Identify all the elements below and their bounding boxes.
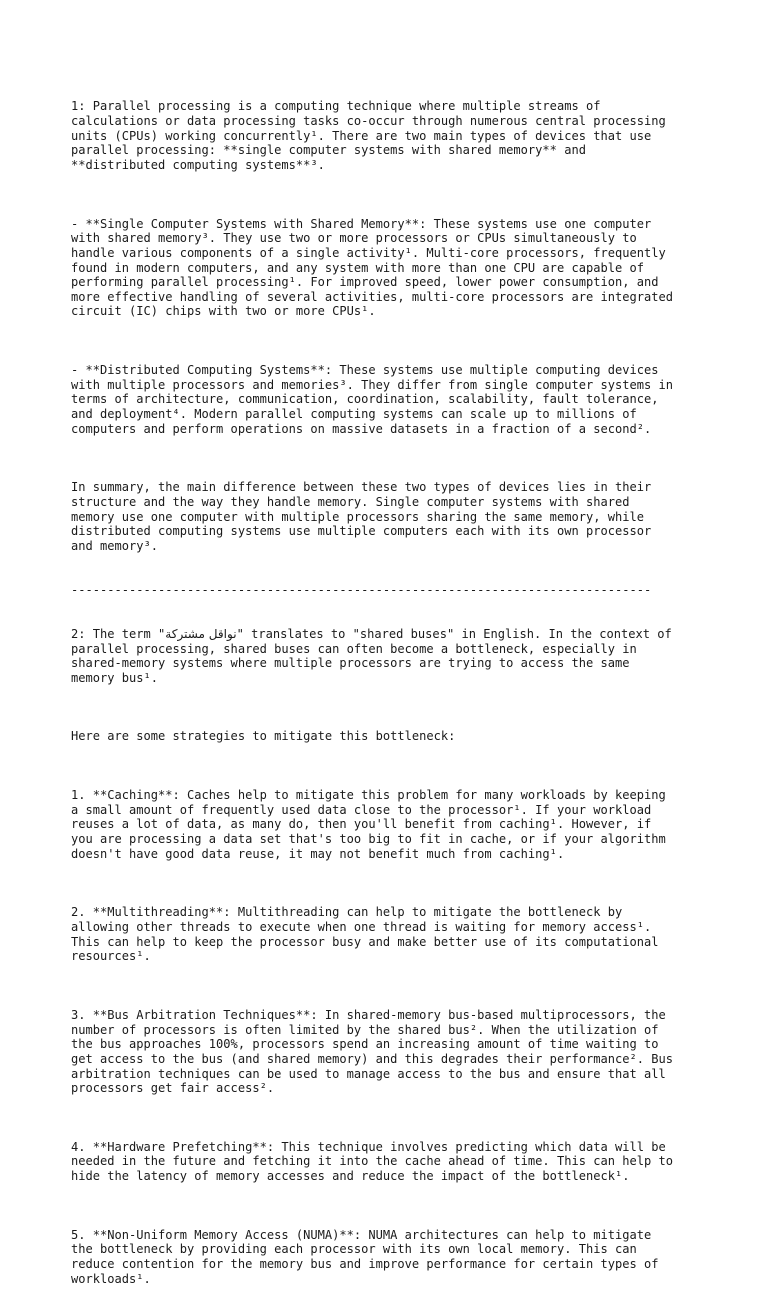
strategy-item-caching: 1. **Caching**: Caches help to mitigate this problem for many workloads by keeping a small amount of frequently used data close to the processor¹. If your workload reuses a lot of data, as many do, then you'll benefit from caching¹. However, if you are processing a data set that's too big to fit in cache, or if your algorithm doesn't have good data reuse, it may not benefit much from caching¹. [71,788,666,861]
distributed-systems-paragraph: - **Distributed Computing Systems**: These systems use multiple computing devices with multiple processors and memories³. They differ from single computer systems in terms of architecture, communication, coordination, scalability, fault tolerance, and deployment⁴. Modern parallel computing systems can scale up to millions of computers and perform operations on massive datasets in a fraction of a second². [71,363,673,436]
strategies-heading: Here are some strategies to mitigate this bottleneck: [71,729,456,744]
summary-paragraph: In summary, the main difference between these two types of devices lies in their structure and the way they handle memory. Single computer systems with shared memory use one computer with multiple processors sharing the same memory, while distributed computing systems use multiple computers each with its own processor and memory³. [71,480,652,553]
strategy-item-bus-arbitration: 3. **Bus Arbitration Techniques**: In shared-memory bus-based multiprocessors, the number of processors is often limited by the shared bus². When the utilization of the bus approaches 100%, processors spend an increasing amount of time waiting to get access to the bus (and shared memory) and this degrades their performance². Bus arbitration techniques can be used to manage access to the bus and ensure that all processors get fair access². [71,1007,673,1096]
section2-intro-paragraph [71,627,711,686]
section-divider: -------------------------------------------------------------------------------- [71,582,652,597]
arabic-term: نواقل مشتركة [165,626,237,641]
section1-intro-paragraph: 1: Parallel processing is a computing technique where multiple streams of calculations or data processing tasks co-occur through numerous central processing units (CPUs) working concurrently¹. There are two main types of devices that use parallel processing: **single computer systems with shared memory** and **distributed computing systems**³. [71,99,666,172]
section2-intro-prefix: 2: The term " [71,626,166,641]
section2-intro-suffix: " translates to "shared buses" in English. In the context of parallel processing, shared buses can often become a bottleneck, especially in shared-memory systems where multiple processors are trying to access the same memory bus¹. [71,626,672,685]
document-page [71,70,711,1316]
strategy-item-hardware-prefetching: 4. **Hardware Prefetching**: This technique involves predicting which data will be needed in the future and fetching it into the cache ahead of time. This can help to hide the latency of memory accesses and reduce the impact of the bottleneck¹. [71,1139,673,1184]
shared-memory-paragraph: - **Single Computer Systems with Shared Memory**: These systems use one computer with shared memory³. They use two or more processors or CPUs simultaneously to handle various components of a single activity¹. Multi-core processors, frequently found in modern computers, and any system with more than one CPU are capable of performing parallel processing¹. For improved speed, lower power consumption, and more effective handling of several activities, multi-core processors are integrated circuit (IC) chips with two or more CPUs¹. [71,216,673,319]
strategy-item-numa: 5. **Non-Uniform Memory Access (NUMA)**: NUMA architectures can help to mitigate the bottleneck by providing each processor with its own local memory. This can reduce contention for the memory bus and improve performance for certain types of workloads¹. [71,1227,659,1286]
strategy-item-multithreading: 2. **Multithreading**: Multithreading can help to mitigate the bottleneck by allowing other threads to execute when one thread is waiting for memory access¹. This can help to keep the processor busy and make better use of its computational resources¹. [71,905,659,964]
